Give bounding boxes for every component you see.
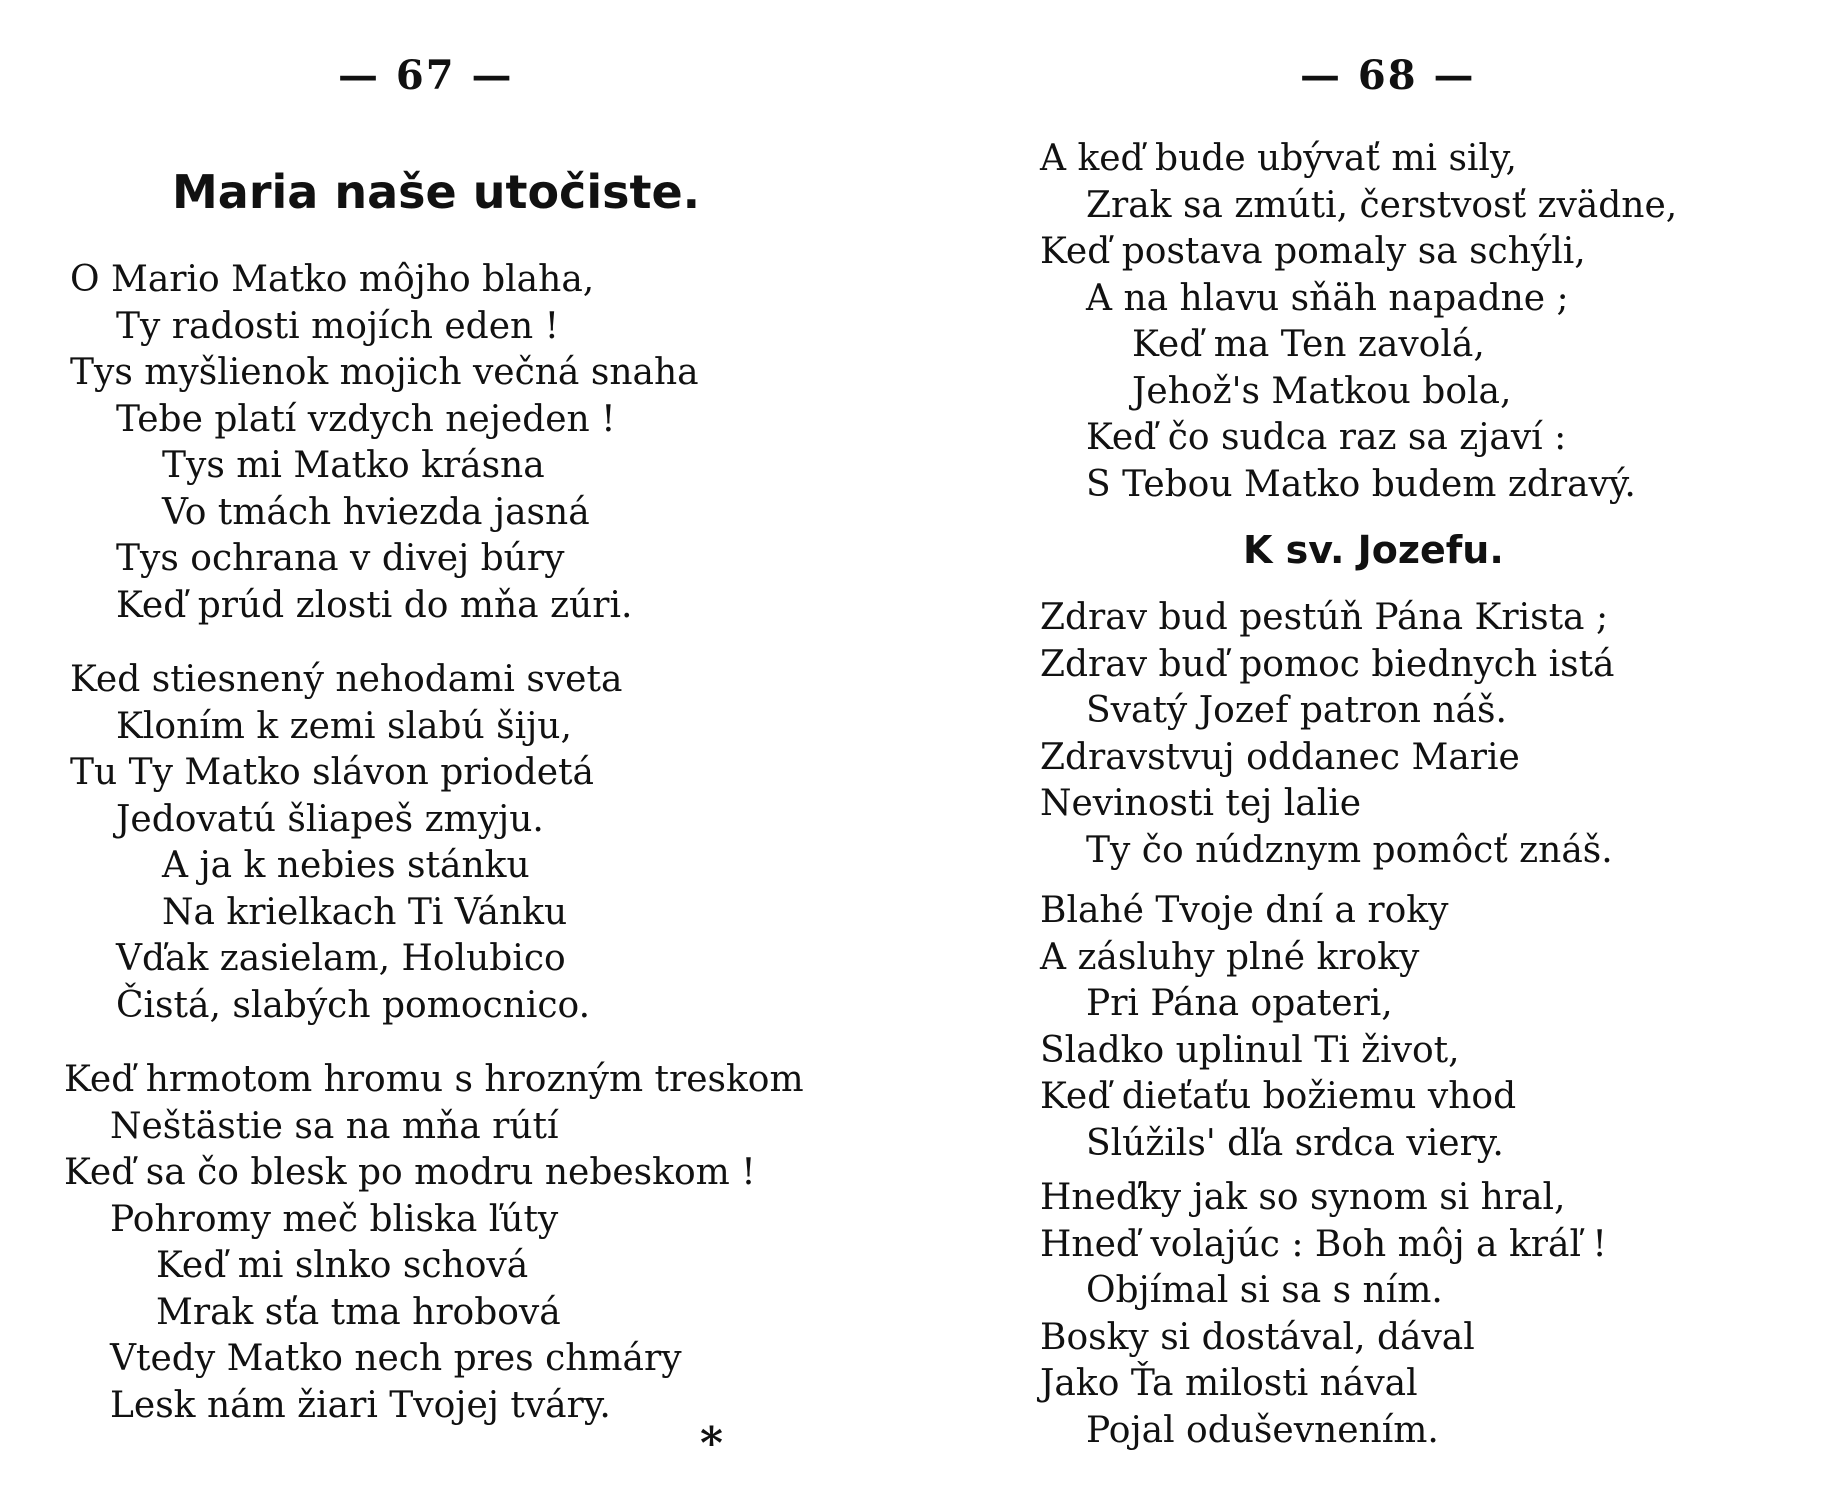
verse-line: Ty čo núdznym pomôcť znáš. [1086, 829, 1613, 871]
verse-line: Nevinosti tej lalie [1040, 783, 1362, 824]
page-number: — 67 — [338, 52, 514, 99]
verse-line: A na hlavu sňäh napadne ; [1086, 277, 1569, 319]
verse-line: Mrak sťa tma hrobová [156, 1291, 561, 1333]
verse-line: Keď dieťaťu božiemu vhod [1040, 1076, 1517, 1117]
verse-line: A ja k nebies stánku [162, 845, 530, 886]
verse-line: S Tebou Matko budem zdravý. [1086, 463, 1636, 505]
verse-line: Tebe platí vzdych nejeden ! [116, 398, 616, 440]
verse-line: Vtedy Matko nech pres chmáry [110, 1338, 682, 1379]
poem-title: Maria naše utočiste. [172, 165, 701, 219]
verse-line: Bosky si dostával, dával [1040, 1316, 1475, 1358]
verse-line: Jedovatú šliapeš zmyju. [116, 798, 544, 840]
verse-line: Tys mi Matko krásna [162, 445, 545, 486]
stanza [64, 1057, 804, 1429]
stanza [70, 657, 622, 1029]
stanza [1040, 1175, 1607, 1454]
verse-line: Neštästie sa na mňa rútí [110, 1105, 559, 1147]
verse-line: Ked stiesnený nehodami sveta [70, 659, 623, 700]
verse-line: Tys ochrana v divej búry [116, 538, 565, 579]
verse-line: Tys myšlienok mojich večná snaha [70, 352, 699, 393]
verse-line: Čistá, slabých pomocnico. [116, 984, 591, 1026]
stanza [70, 257, 699, 629]
stanza [1040, 136, 1677, 508]
verse-line: A zásluhy plné kroky [1040, 936, 1420, 978]
verse-line: Hneďky jak so synom si hral, [1040, 1177, 1566, 1218]
verse-line: Zdravstvuj oddanec Marie [1040, 736, 1520, 778]
verse-line: Pri Pána opateri, [1086, 983, 1393, 1024]
verse-line: Keď čo sudca raz sa zjaví : [1086, 417, 1567, 458]
verse-line: Kloním k zemi slabú šiju, [116, 705, 572, 747]
verse-line: Keď sa čo blesk po modru nebeskom ! [64, 1152, 756, 1193]
stanza [1040, 888, 1516, 1167]
verse-line: Pohromy meč bliska ľúty [110, 1198, 559, 1240]
verse-line: Keď ma Ten zavolá, [1132, 324, 1485, 365]
verse-line: Ty radosti mojích eden ! [116, 305, 560, 347]
end-asterisk: * [700, 1418, 724, 1469]
verse-line: Jako Ťa milosti nával [1040, 1363, 1418, 1404]
verse-line: Vo tmách hviezda jasná [162, 491, 590, 533]
verse-line: Zrak sa zmúti, čerstvosť zvädne, [1086, 184, 1678, 226]
verse-line: Zdrav bud pestúň Pána Krista ; [1040, 597, 1609, 638]
verse-line: Keď hrmotom hromu s hrozným treskom [64, 1059, 804, 1100]
verse-line: Vďak zasielam, Holubico [116, 938, 566, 979]
poem-title: K sv. Jozefu. [1243, 528, 1504, 572]
stanza [1040, 595, 1615, 874]
verse-line: Sladko uplinul Ti život, [1040, 1029, 1460, 1071]
verse-line: Keď postava pomaly sa schýli, [1040, 231, 1586, 272]
verse-line: Lesk nám žiari Tvojej tváry. [110, 1384, 611, 1426]
verse-line: Slúžils' dľa srdca viery. [1086, 1122, 1504, 1164]
verse-line: Hneď volajúc : Boh môj a kráľ ! [1040, 1223, 1607, 1265]
verse-line: Keď prúd zlosti do mňa zúri. [116, 584, 633, 626]
verse-line: Svatý Jozef patron náš. [1086, 690, 1507, 731]
verse-line: Pojal oduševnením. [1086, 1409, 1439, 1451]
verse-line: Jehož's Matkou bola, [1132, 370, 1512, 412]
right-page [915, 0, 1830, 1500]
verse-line: Keď mi slnko schová [156, 1245, 529, 1286]
verse-line: Blahé Tvoje dní a roky [1040, 890, 1449, 931]
verse-line: Na krielkach Ti Vánku [162, 891, 568, 933]
verse-line: A keď bude ubývať mi sily, [1040, 138, 1517, 179]
verse-line: Objímal si sa s ním. [1086, 1270, 1443, 1311]
verse-line: Tu Ty Matko slávon priodetá [70, 752, 594, 793]
verse-line: O Mario Matko môjho blaha, [70, 259, 595, 300]
page-number: — 68 — [1300, 52, 1476, 99]
verse-line: Zdrav buď pomoc biednych istá [1040, 643, 1615, 685]
